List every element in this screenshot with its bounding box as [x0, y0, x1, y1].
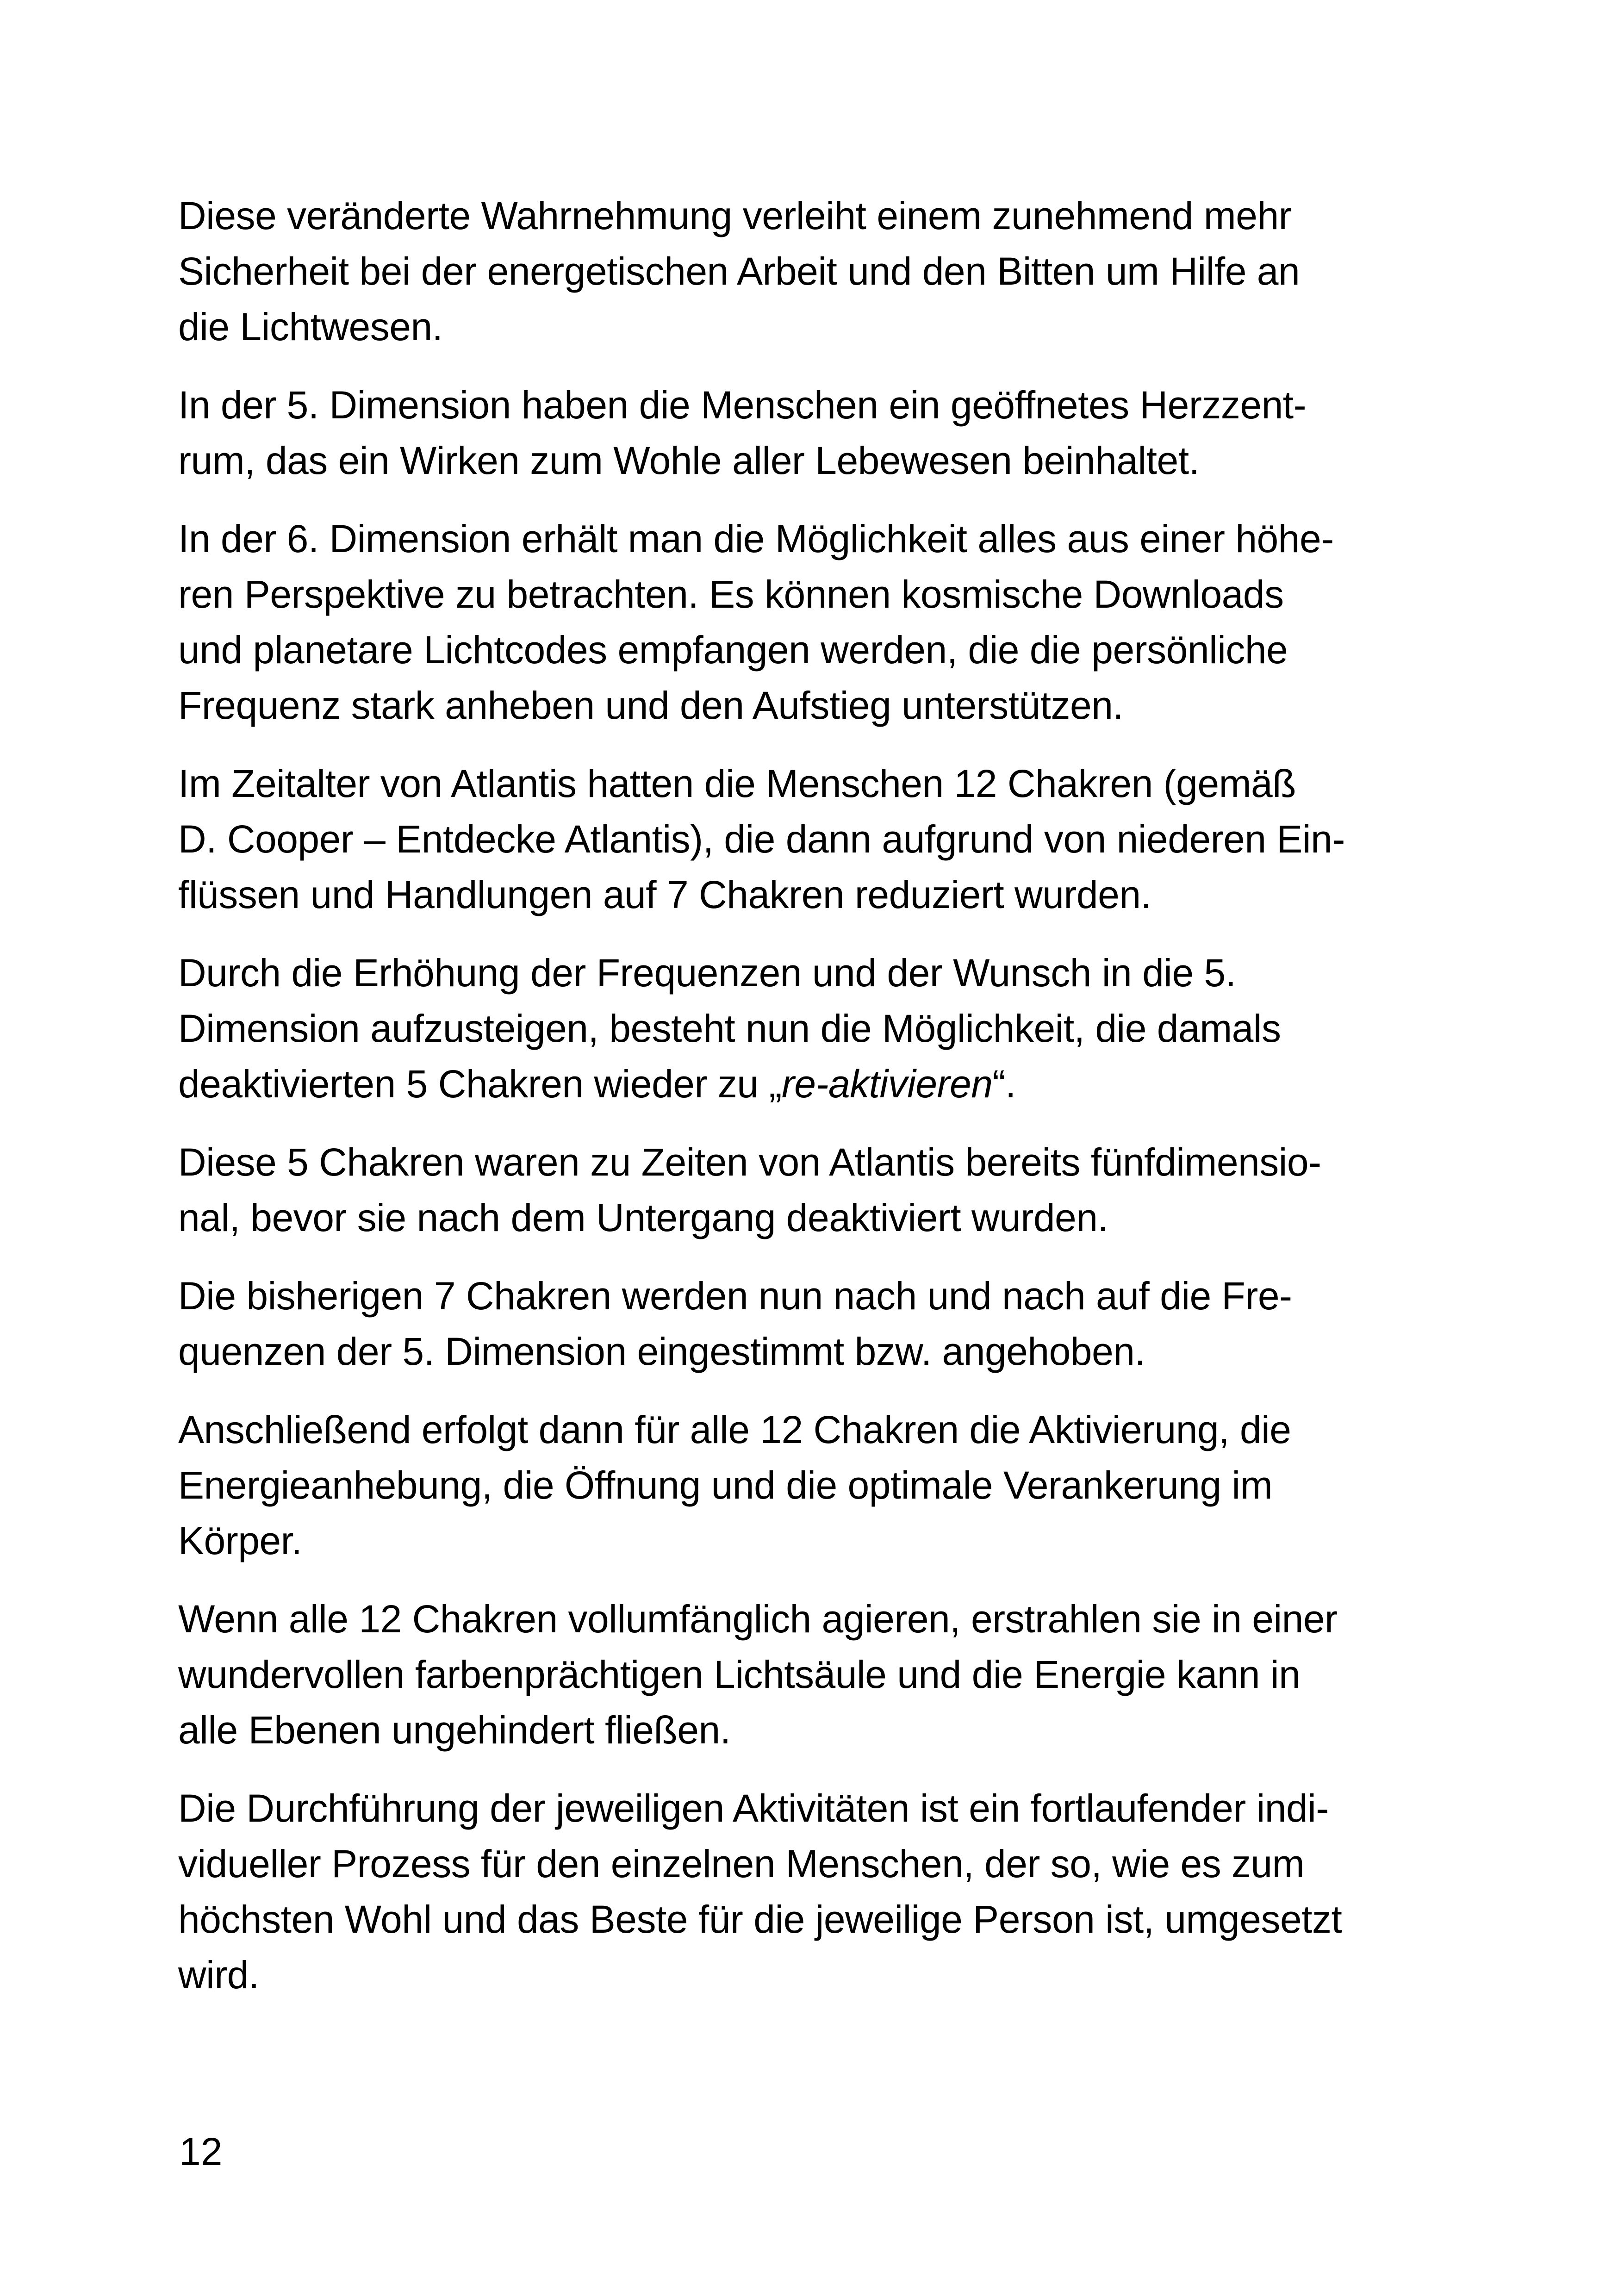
- text-line: alle Ebenen ungehindert fließen.: [178, 1708, 731, 1752]
- paragraph: [178, 1268, 1456, 1379]
- text-line: flüssen und Handlungen auf 7 Chakren reduziert wurden.: [178, 873, 1151, 916]
- text-line: Durch die Erhöhung der Frequenzen und der Wunsch in die 5.: [178, 951, 1236, 995]
- text-line: wundervollen farbenprächtigen Lichtsäule und die Energie kann in: [178, 1653, 1301, 1696]
- body-text: [178, 188, 1456, 2025]
- text-line: Sicherheit bei der energetischen Arbeit und den Bitten um Hilfe an: [178, 249, 1300, 293]
- text-line: In der 6. Dimension erhält man die Möglichkeit alles aus einer höhe-: [178, 517, 1334, 560]
- text-line: und planetare Lichtcodes empfangen werden, die die persönliche: [178, 628, 1288, 672]
- paragraph: [178, 756, 1456, 922]
- text-line: quenzen der 5. Dimension eingestimmt bzw. angehoben.: [178, 1330, 1145, 1373]
- text-line: Wenn alle 12 Chakren vollumfänglich agieren, erstrahlen sie in einer: [178, 1597, 1338, 1641]
- text-segment: deaktivierten 5 Chakren wieder zu „: [178, 1062, 782, 1106]
- paragraph: [178, 511, 1456, 733]
- text-line: Frequenz stark anheben und den Aufstieg unterstützen.: [178, 684, 1124, 727]
- text-segment: “.: [992, 1062, 1016, 1106]
- paragraph: [178, 1780, 1456, 2003]
- paragraph: [178, 1402, 1456, 1568]
- text-line: Die bisherigen 7 Chakren werden nun nach und nach auf die Fre-: [178, 1274, 1292, 1318]
- text-line: Energieanhebung, die Öffnung und die optimale Verankerung im: [178, 1463, 1273, 1507]
- text-line: rum, das ein Wirken zum Wohle aller Lebewesen beinhaltet.: [178, 439, 1200, 482]
- text-line: Dimension aufzusteigen, besteht nun die Möglichkeit, die damals: [178, 1007, 1281, 1050]
- text-line: die Lichtwesen.: [178, 305, 443, 348]
- text-line: Die Durchführung der jeweiligen Aktivitäten ist ein fortlaufender indi-: [178, 1786, 1329, 1830]
- paragraph: [178, 1134, 1456, 1245]
- paragraph: [178, 188, 1456, 355]
- italic-phrase: re-aktivieren: [781, 1062, 993, 1106]
- paragraph: [178, 377, 1456, 488]
- text-line: Im Zeitalter von Atlantis hatten die Menschen 12 Chakren (gemäß: [178, 762, 1296, 805]
- text-line: nal, bevor sie nach dem Untergang deaktiviert wurden.: [178, 1196, 1108, 1239]
- page-number: 12: [179, 2130, 223, 2173]
- text-line: ren Perspektive zu betrachten. Es können kosmische Downloads: [178, 572, 1284, 616]
- text-line: vidueller Prozess für den einzelnen Menschen, der so, wie es zum: [178, 1842, 1305, 1885]
- text-line: [178, 1056, 1456, 1112]
- text-line: Diese 5 Chakren waren zu Zeiten von Atlantis bereits fünfdimensio-: [178, 1140, 1321, 1184]
- text-line: wird.: [178, 1953, 259, 1997]
- text-line: Anschließend erfolgt dann für alle 12 Chakren die Aktivierung, die: [178, 1408, 1291, 1451]
- text-line: Diese veränderte Wahrnehmung verleiht einem zunehmend mehr: [178, 194, 1292, 237]
- text-line: D. Cooper – Entdecke Atlantis), die dann aufgrund von niederen Ein-: [178, 817, 1345, 861]
- text-line: Körper.: [178, 1519, 302, 1562]
- text-line: höchsten Wohl und das Beste für die jeweilige Person ist, umgesetzt: [178, 1898, 1342, 1941]
- paragraph: [178, 945, 1456, 1112]
- text-line: In der 5. Dimension haben die Menschen ein geöffnetes Herzzent-: [178, 383, 1307, 427]
- paragraph: [178, 1591, 1456, 1758]
